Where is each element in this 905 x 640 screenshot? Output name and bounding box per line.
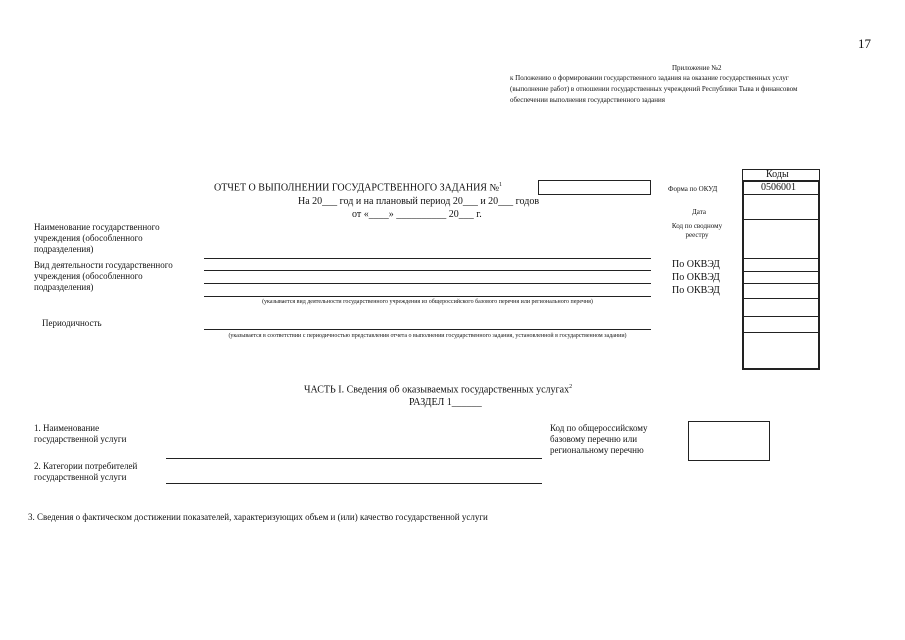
report-title: ОТЧЕТ О ВЫПОЛНЕНИИ ГОСУДАРСТВЕННОГО ЗАДАНИЯ №$^1$ [214,182,502,194]
service-code-label: Код по общероссийскому базовому перечню или региональному перечню [550,423,648,455]
service-name-label: 1. Наименование государственной услуги [34,423,127,444]
activity-note: (указывается вид деятельности государственного учреждения из общероссийского базового перечня или регионального перечня) [262,299,593,305]
periodicity-label: Периодичность [42,318,102,328]
appendix-line-3: обеспечении выполнения государственного задания [510,96,665,104]
service-name-line[interactable] [166,458,542,459]
codes-header-cell: Коды [742,169,820,181]
periodicity-note: (указывается в соответствии с периодичностью представления отчета о выполнении государственного задания, установленной в государственном задании) [228,333,627,339]
activity-line-3[interactable] [204,296,651,297]
footnote-1: 1 [499,182,502,188]
appendix-line-1: к Положению о формировании государственного задания на оказание государственных услуг [510,74,789,82]
period-line: На 20___ год и на плановый период 20___ и 20___ годов [298,196,540,207]
page-number: 17 [858,36,871,51]
okud-label: Форма по ОКУД [668,185,718,193]
periodicity-line[interactable] [204,329,651,330]
registry-label: Код по сводному реестру [671,222,723,239]
institution-name-line[interactable] [204,258,651,259]
date-line: от «____» __________ 20___ г. [352,209,482,220]
item3-heading: 3. Сведения о фактическом достижении показателей, характеризующих объем и (или) качество государственной услуги [28,512,488,522]
report-number-field[interactable] [538,180,651,195]
activity-line-1[interactable] [204,270,651,271]
section-label: РАЗДЕЛ 1______ [409,397,482,408]
institution-name-label: Наименование государственного учреждения (обособленного подразделения) [34,222,160,254]
codes-table [742,181,820,370]
okved-label-2: По ОКВЭД [672,272,720,283]
okved-label-1: По ОКВЭД [672,259,720,270]
service-code-box[interactable] [688,421,770,461]
appendix-title: Приложение №2 [672,64,722,72]
okved-label-3: По ОКВЭД [672,285,720,296]
consumer-categories-label: 2. Категории потребителей государственной услуги [34,461,138,482]
activity-type-label: Вид деятельности государственного учреждения (обособленного подразделения) [34,260,173,292]
okud-value: 0506001 [761,182,796,193]
date-label: Дата [692,208,706,216]
appendix-line-2: (выполнение работ) в отношении государственных учреждений Республики Тыва и финансовом [510,85,798,93]
footnote-2: 2 [569,384,573,390]
part-title: ЧАСТЬ I. Сведения об оказываемых государственных услугах$^2$ [304,384,573,396]
activity-line-2[interactable] [204,283,651,284]
consumer-categories-line[interactable] [166,483,542,484]
